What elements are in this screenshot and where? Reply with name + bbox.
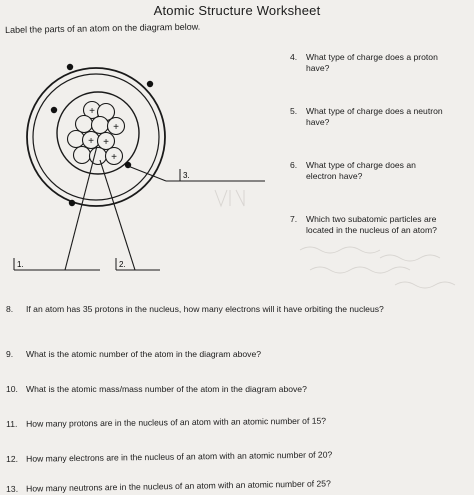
instructions: Label the parts of an atom on the diagram below. <box>5 21 201 35</box>
question-text: What type of charge does a proton have? <box>306 52 438 73</box>
question-number: 7. <box>290 214 298 224</box>
question-text: What type of charge does a neutron have? <box>306 106 443 127</box>
electron <box>147 81 153 87</box>
question-9 <box>6 349 466 360</box>
label-blank-3: 3. <box>183 171 190 180</box>
question-8 <box>6 304 466 315</box>
question-number: 10. <box>6 384 18 394</box>
question-text: What is the atomic mass/mass number of the atom in the diagram above? <box>26 384 307 394</box>
question-number: 6. <box>290 160 298 170</box>
question-10 <box>6 384 466 395</box>
question-number: 5. <box>290 106 298 116</box>
proton-plus-sign: + <box>89 106 95 117</box>
question-number: 13. <box>6 483 19 494</box>
electron <box>67 64 73 70</box>
question-text: What is the atomic number of the atom in the diagram above? <box>26 349 262 359</box>
proton-plus-sign: + <box>113 122 119 133</box>
proton-plus-sign: + <box>103 137 109 148</box>
label-pointers <box>14 146 265 270</box>
question-number: 12. <box>6 453 19 464</box>
label-blank-2: 2. <box>119 260 126 269</box>
question-text: How many protons are in the nucleus of an atom with an atomic number of 15? <box>25 415 327 429</box>
label-blank-1: 1. <box>17 260 24 269</box>
electron <box>69 200 75 206</box>
neutron <box>92 117 109 134</box>
proton-plus-sign: + <box>88 136 94 147</box>
question-number: 8. <box>6 304 14 314</box>
question-7 <box>290 214 460 236</box>
question-number: 11. <box>6 418 18 429</box>
question-number: 4. <box>290 52 298 62</box>
question-5 <box>290 106 460 128</box>
proton-plus-sign: + <box>111 152 117 163</box>
neutron <box>74 147 91 164</box>
question-text: How many neutrons are in the nucleus of an atom with an atomic number of 25? <box>25 478 331 494</box>
neutron <box>68 131 85 148</box>
electron <box>51 107 57 113</box>
page-title: Atomic Structure Worksheet <box>153 3 321 18</box>
neutron <box>76 116 93 133</box>
question-6 <box>290 160 460 182</box>
neutron <box>90 148 107 165</box>
question-4 <box>290 52 460 74</box>
question-text: Which two subatomic particles are located in the nucleus of an atom? <box>306 214 437 235</box>
question-text: If an atom has 35 protons in the nucleus, how many electrons will it have orbiting the nucleus? <box>26 304 384 314</box>
question-number: 9. <box>6 349 14 359</box>
question-text: How many electrons are in the nucleus of an atom with an atomic number of 20? <box>25 449 333 464</box>
question-text: What type of charge does an electron have? <box>306 160 416 181</box>
